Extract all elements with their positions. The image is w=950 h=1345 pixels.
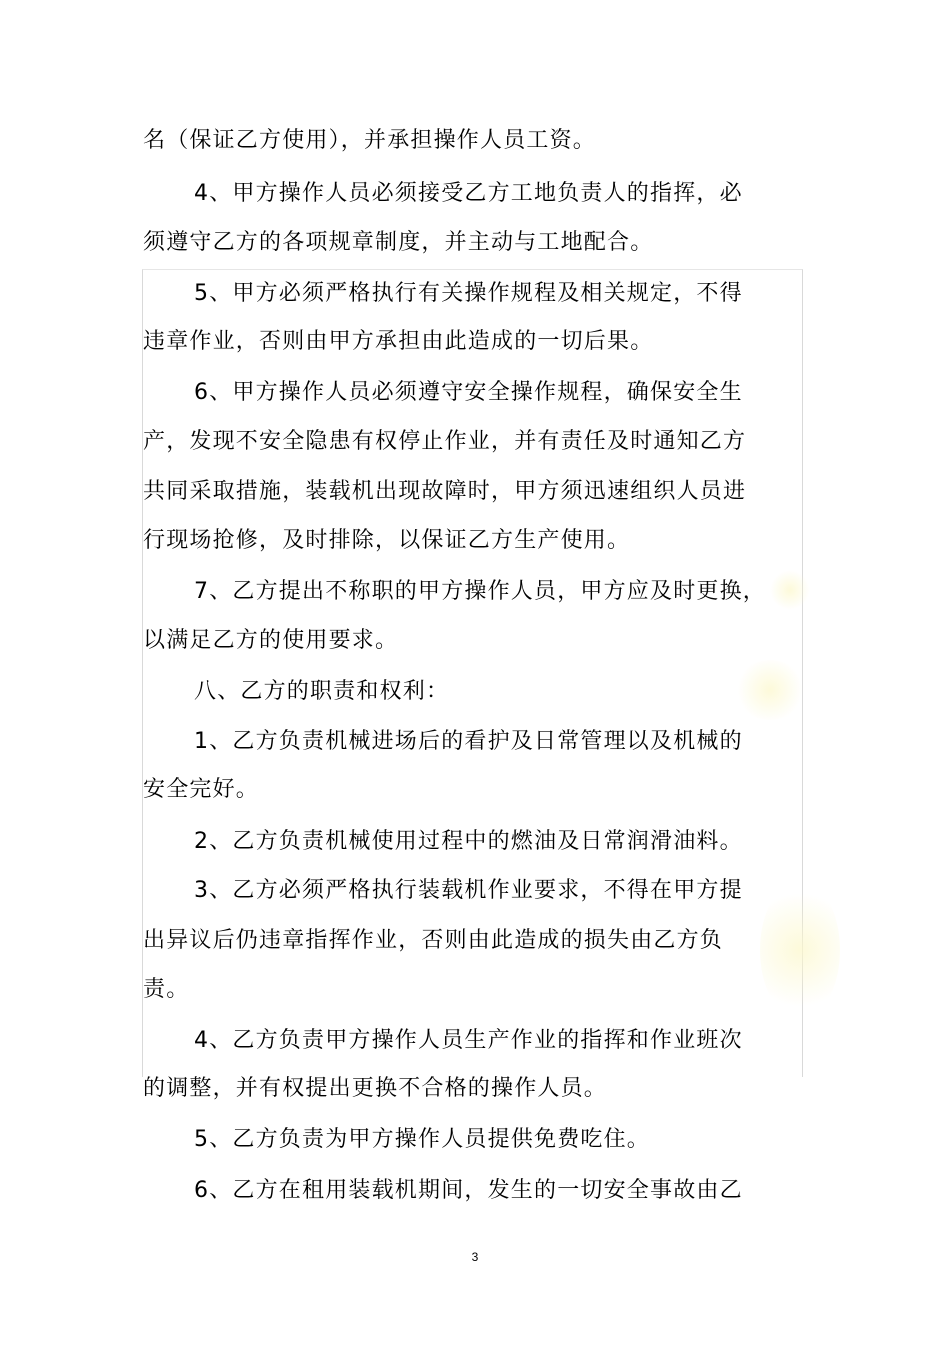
paper-stain — [760, 880, 840, 1020]
text-line: 责。 — [143, 977, 190, 1002]
text-line: 6、甲方操作人员必须遵守安全操作规程，确保安全生 — [194, 380, 743, 405]
text-line: 4、甲方操作人员必须接受乙方工地负责人的指挥，必 — [194, 181, 743, 206]
text-line: 名（保证乙方使用），并承担操作人员工资。 — [143, 128, 597, 153]
text-line: 产，发现不安全隐患有权停止作业，并有责任及时通知乙方 — [143, 429, 747, 454]
text-line: 6、乙方在租用装载机期间，发生的一切安全事故由乙 — [194, 1178, 743, 1203]
paper-stain — [770, 570, 810, 610]
text-line: 违章作业，否则由甲方承担由此造成的一切后果。 — [143, 329, 654, 354]
text-line: 安全完好。 — [143, 777, 260, 802]
text-line: 5、乙方负责为甲方操作人员提供免费吃住。 — [194, 1127, 650, 1152]
text-line: 1、乙方负责机械进场后的看护及日常管理以及机械的 — [194, 729, 743, 754]
text-line: 须遵守乙方的各项规章制度，并主动与工地配合。 — [143, 230, 654, 255]
text-line: 以满足乙方的使用要求。 — [143, 628, 399, 653]
section-heading: 八、乙方的职责和权利： — [194, 679, 450, 704]
text-line: 5、甲方必须严格执行有关操作规程及相关规定，不得 — [194, 281, 743, 306]
page-number: 3 — [471, 1250, 479, 1264]
text-line: 行现场抢修，及时排除，以保证乙方生产使用。 — [143, 528, 631, 553]
text-line: 7、乙方提出不称职的甲方操作人员，甲方应及时更换， — [194, 579, 766, 604]
text-line: 2、乙方负责机械使用过程中的燃油及日常润滑油料。 — [194, 829, 743, 854]
text-line: 4、乙方负责甲方操作人员生产作业的指挥和作业班次 — [194, 1028, 743, 1053]
text-line: 出异议后仍违章指挥作业，否则由此造成的损失由乙方负 — [143, 928, 724, 953]
text-line: 的调整，并有权提出更换不合格的操作人员。 — [143, 1076, 608, 1101]
text-line: 3、乙方必须严格执行装载机作业要求，不得在甲方提 — [194, 878, 743, 903]
paper-stain — [735, 660, 805, 720]
text-line: 共同采取措施，装载机出现故障时，甲方须迅速组织人员进 — [143, 479, 747, 504]
